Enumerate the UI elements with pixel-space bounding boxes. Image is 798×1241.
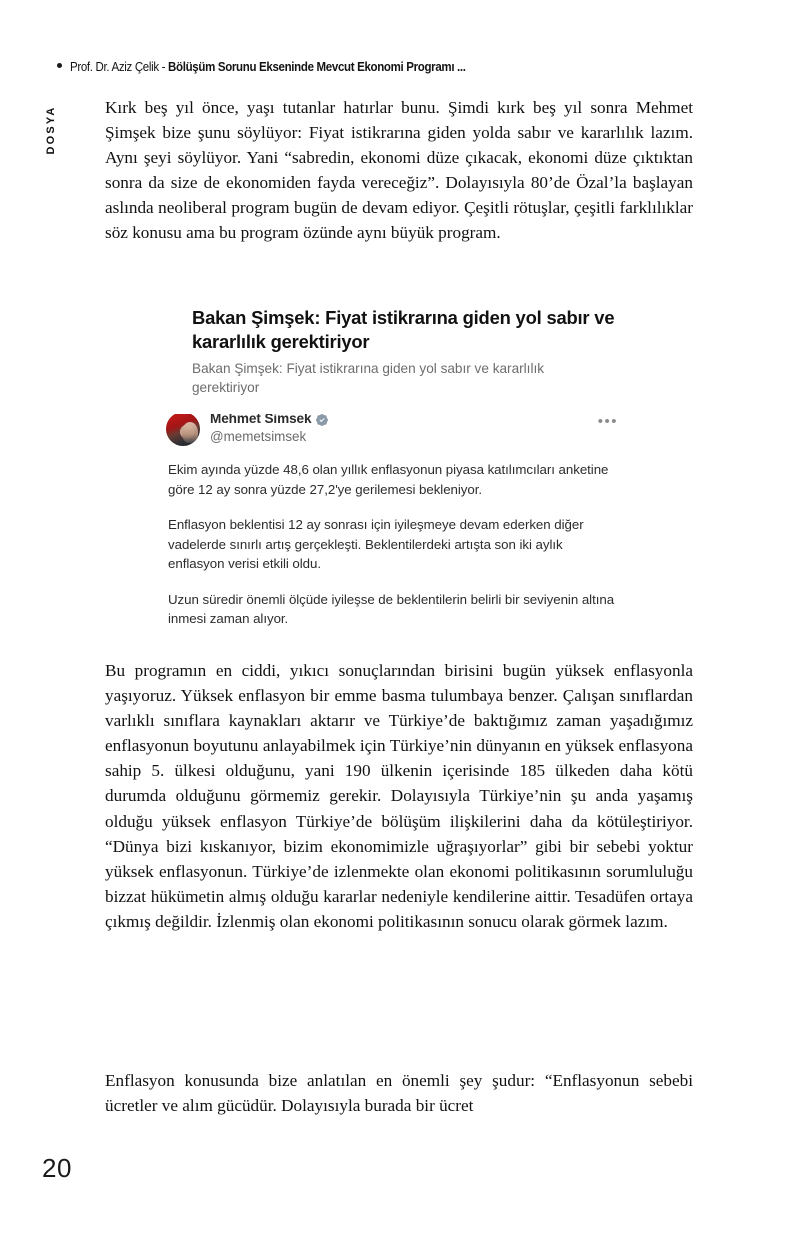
bullet-dot-icon: [57, 63, 62, 68]
running-header-author: Prof. Dr. Aziz Çelik -: [70, 60, 169, 74]
paragraph-block-2: [105, 658, 693, 934]
body-paragraph: Enflasyon konusunda bize anlatılan en önemli şey şudur: “Enflasyonun sebebi ücretler ve alım gücüdür. Dolayısıyla burada bir ücret: [105, 1071, 693, 1116]
card-subline: Bakan Şimşek: Fiyat istikrarına giden yol sabır ve kararlılık gerektiriyor: [192, 361, 545, 395]
tweet-identity: [210, 414, 329, 446]
user-avatar: [166, 414, 200, 446]
tweet-display-name: Mehmet Simsek: [210, 414, 312, 426]
tweet-body: [160, 446, 630, 629]
body-paragraph: Kırk beş yıl önce, yaşı tutanlar hatırlar bunu. Şimdi kırk beş yıl sonra Mehmet Şimşek bize şunu söylüyor: Fiyat istikrarına giden yolda sabır ve kararlılık lazım. Aynı şeyi söylüyor. Yani “sabredin, ekonomi düze çıkacak, ekonomi düze çıktıktan sonra da size de ekonomiden fayda vereceğiz”. Dolayısıyla 80’de Özal’la başlayan aslında neoliberal program bugün de devam ediyor. Çeşitli rötuşlar, çeşitli farklılıklar söz konusu ama bu program özünde aynı büyük program.: [105, 98, 693, 243]
tweet-name-row: [210, 414, 329, 428]
body-paragraph: Bu programın en ciddi, yıkıcı sonuçlarından birisini bugün yüksek enflasyonla yaşıyoruz. Yüksek enflasyon bir emme basma tulumbaya benzer. Çalışan sınıflardan varlıklı sınıflara kaynakları aktarır ve Türkiye’de baktığımız zaman yaşadığımız enflasyonun boyutunu anlayabilmek için Türkiye’nin dünyanın en yüksek enflasyona sahip 5. ülkesi olduğunu, yani 190 ülkenin içerisinde 185 ülkeden daha kötü durumda olduğunu görmemiz gerekir. Dolayısıyla Türkiye’nin şu anda yaşamış olduğu yüksek enflasyon Türkiye’de bölüşüm ilişkilerini daha da kötüleştiriyor. “Dünya bizi kıskanıyor, bizim ekonomimizle uğraşıyorlar” gibi bir sebebi yoktur yüksek enflasyonun. Türkiye’de izlenmekte olan ekonomi politikasının sorumluluğu bizzat hükümetin almış olduğu kararlar nedeniyle kendilerine aittir. Tesadüfen ortaya çıkmış değildir. İzlenmiş olan ekonomi politikasının sonucu olarak görmek lazım.: [105, 661, 693, 931]
section-tab-dosya: [42, 93, 60, 167]
tweet-paragraph: Enflasyon beklentisi 12 ay sonrası için iyileşmeye devam ederken diğer vadelerde sınırlı artış gerçekleşti. Beklentilerdeki artışta son iki aylık enflasyon verisi etkili oldu.: [168, 517, 584, 571]
page-number: 20: [42, 1153, 72, 1183]
tweet-author-row: [160, 414, 630, 446]
verified-badge-icon: [315, 414, 329, 427]
embedded-tweet-screenshot: [160, 414, 630, 638]
more-options-icon[interactable]: •••: [597, 414, 618, 430]
paragraph-block-1: [105, 95, 693, 246]
tweet-inner: [160, 414, 630, 629]
tweet-paragraph: Uzun süredir önemli ölçüde iyileşse de beklentilerin belirli bir seviyenin altına inmesi zaman alıyor.: [168, 591, 615, 626]
embedded-article-card: [192, 306, 637, 397]
tweet-handle: @memetsimsek: [210, 428, 307, 444]
running-header: [57, 60, 500, 74]
card-headline: Bakan Şimşek: Fiyat istikrarına giden yol sabır ve kararlılık gerektiriyor: [192, 307, 615, 352]
running-header-title: Bölüşüm Sorunu Ekseninde Mevcut Ekonomi Programı ...: [168, 60, 466, 74]
running-header-text: [70, 60, 466, 74]
section-tab-label: DOSYA: [45, 105, 57, 155]
tweet-paragraph: Ekim ayında yüzde 48,6 olan yıllık enflasyonun piyasa katılımcıları anketine göre 12 ay sonra yüzde 27,2'ye gerilemesi bekleniyor.: [168, 462, 609, 497]
paragraph-block-3: [105, 1068, 693, 1118]
